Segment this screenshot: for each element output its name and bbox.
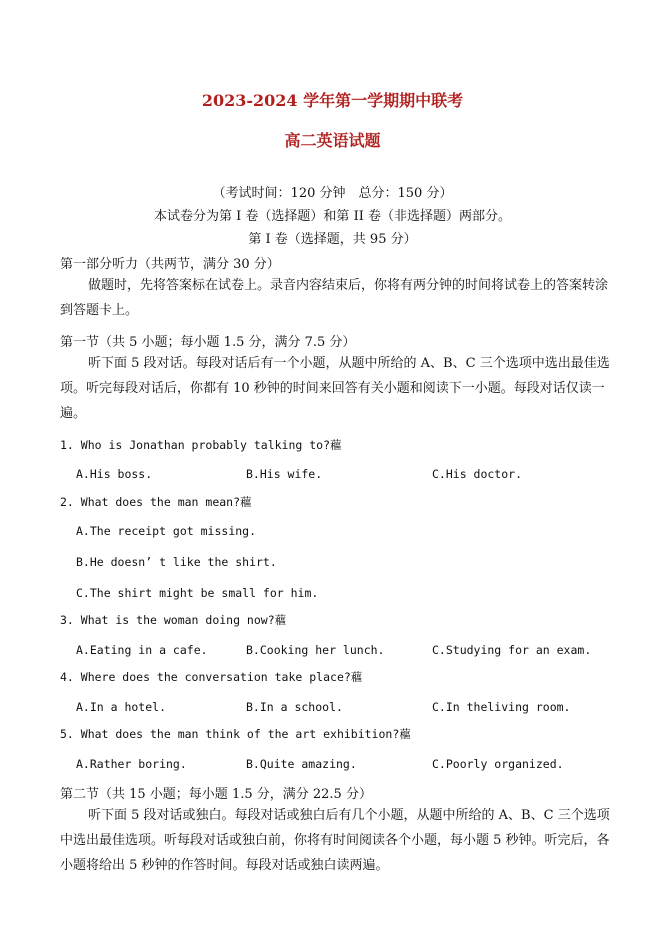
section1-instruction xyxy=(60,351,610,426)
exam-structure: 本试卷分为第 I 卷（选择题）和第 II 卷（非选择题）两部分。 xyxy=(154,209,511,224)
question-2-option-b: B.He doesn’ t like the shirt. xyxy=(76,555,277,569)
volume-heading: 第 I 卷（选择题，共 95 分） xyxy=(248,232,417,247)
exam-subject: 高二英语试题 xyxy=(284,131,381,150)
question-3-stem: 3. What is the woman doing now?藲 xyxy=(60,613,287,627)
section1-heading: 第一节（共 5 小题；每小题 1.5 分，满分 7.5 分） xyxy=(60,335,356,350)
question-1-option-b: B.His wife. xyxy=(246,467,323,481)
section1-instruction-text: 听下面 5 段对话。每段对话后有一个小题，从题中所给的 A、B、C 三个选项中选出最佳选项。听完每段对话后，你都有 10 秒钟的时间来回答有关小题和阅读下一小题。每段对话仅读一遍。 xyxy=(60,356,610,421)
question-3-option-c: C.Studying for an exam. xyxy=(432,643,592,657)
question-1-option-a: A.His boss. xyxy=(76,467,153,481)
part1-instruction xyxy=(60,273,610,323)
question-4-option-b: B.In a school. xyxy=(246,700,343,714)
question-5-stem: 5. What does the man think of the art exhibition?藲 xyxy=(60,727,411,741)
question-1-option-c: C.His doctor. xyxy=(432,467,523,481)
question-5-option-c: C.Poorly organized. xyxy=(432,757,564,771)
section2-instruction xyxy=(60,803,610,878)
exam-title: 2023-2024 学年第一学期期中联考 xyxy=(201,91,464,110)
question-5-option-a: A.Rather boring. xyxy=(76,757,187,771)
question-4-stem: 4. Where does the conversation take place?藲 xyxy=(60,670,363,684)
question-2-option-a: A.The receipt got missing. xyxy=(76,524,257,538)
question-2-option-c: C.The shirt might be small for him. xyxy=(76,586,319,600)
section2-heading: 第二节（共 15 小题；每小题 1.5 分，满分 22.5 分） xyxy=(60,787,372,802)
question-3-option-a: A.Eating in a cafe. xyxy=(76,643,208,657)
question-3-option-b: B.Cooking her lunch. xyxy=(246,643,385,657)
question-5-option-b: B.Quite amazing. xyxy=(246,757,357,771)
question-4-option-c: C.In theliving room. xyxy=(432,700,571,714)
question-1-stem: 1. Who is Jonathan probably talking to?藲 xyxy=(60,438,342,452)
exam-time-score: （考试时间：120 分钟 总分：150 分） xyxy=(212,186,453,201)
part1-instruction-text: 做题时，先将答案标在试卷上。录音内容结束后，你将有两分钟的时间将试卷上的答案转涂到答题卡上。 xyxy=(60,278,609,318)
section2-instruction-text: 听下面 5 段对话或独白。每段对话或独白后有几个小题，从题中所给的 A、B、C 三个选项中选出最佳选项。听每段对话或独白前，你将有时间阅读各个小题，每小题 5 秒钟。听完后，各小题将给出 5 秒钟的作答时间。每段对话或独白读两遍。 xyxy=(60,808,610,873)
question-4-option-a: A.In a hotel. xyxy=(76,700,167,714)
question-2-stem: 2. What does the man mean?藲 xyxy=(60,495,252,509)
part1-heading: 第一部分听力（共两节，满分 30 分） xyxy=(60,257,280,272)
